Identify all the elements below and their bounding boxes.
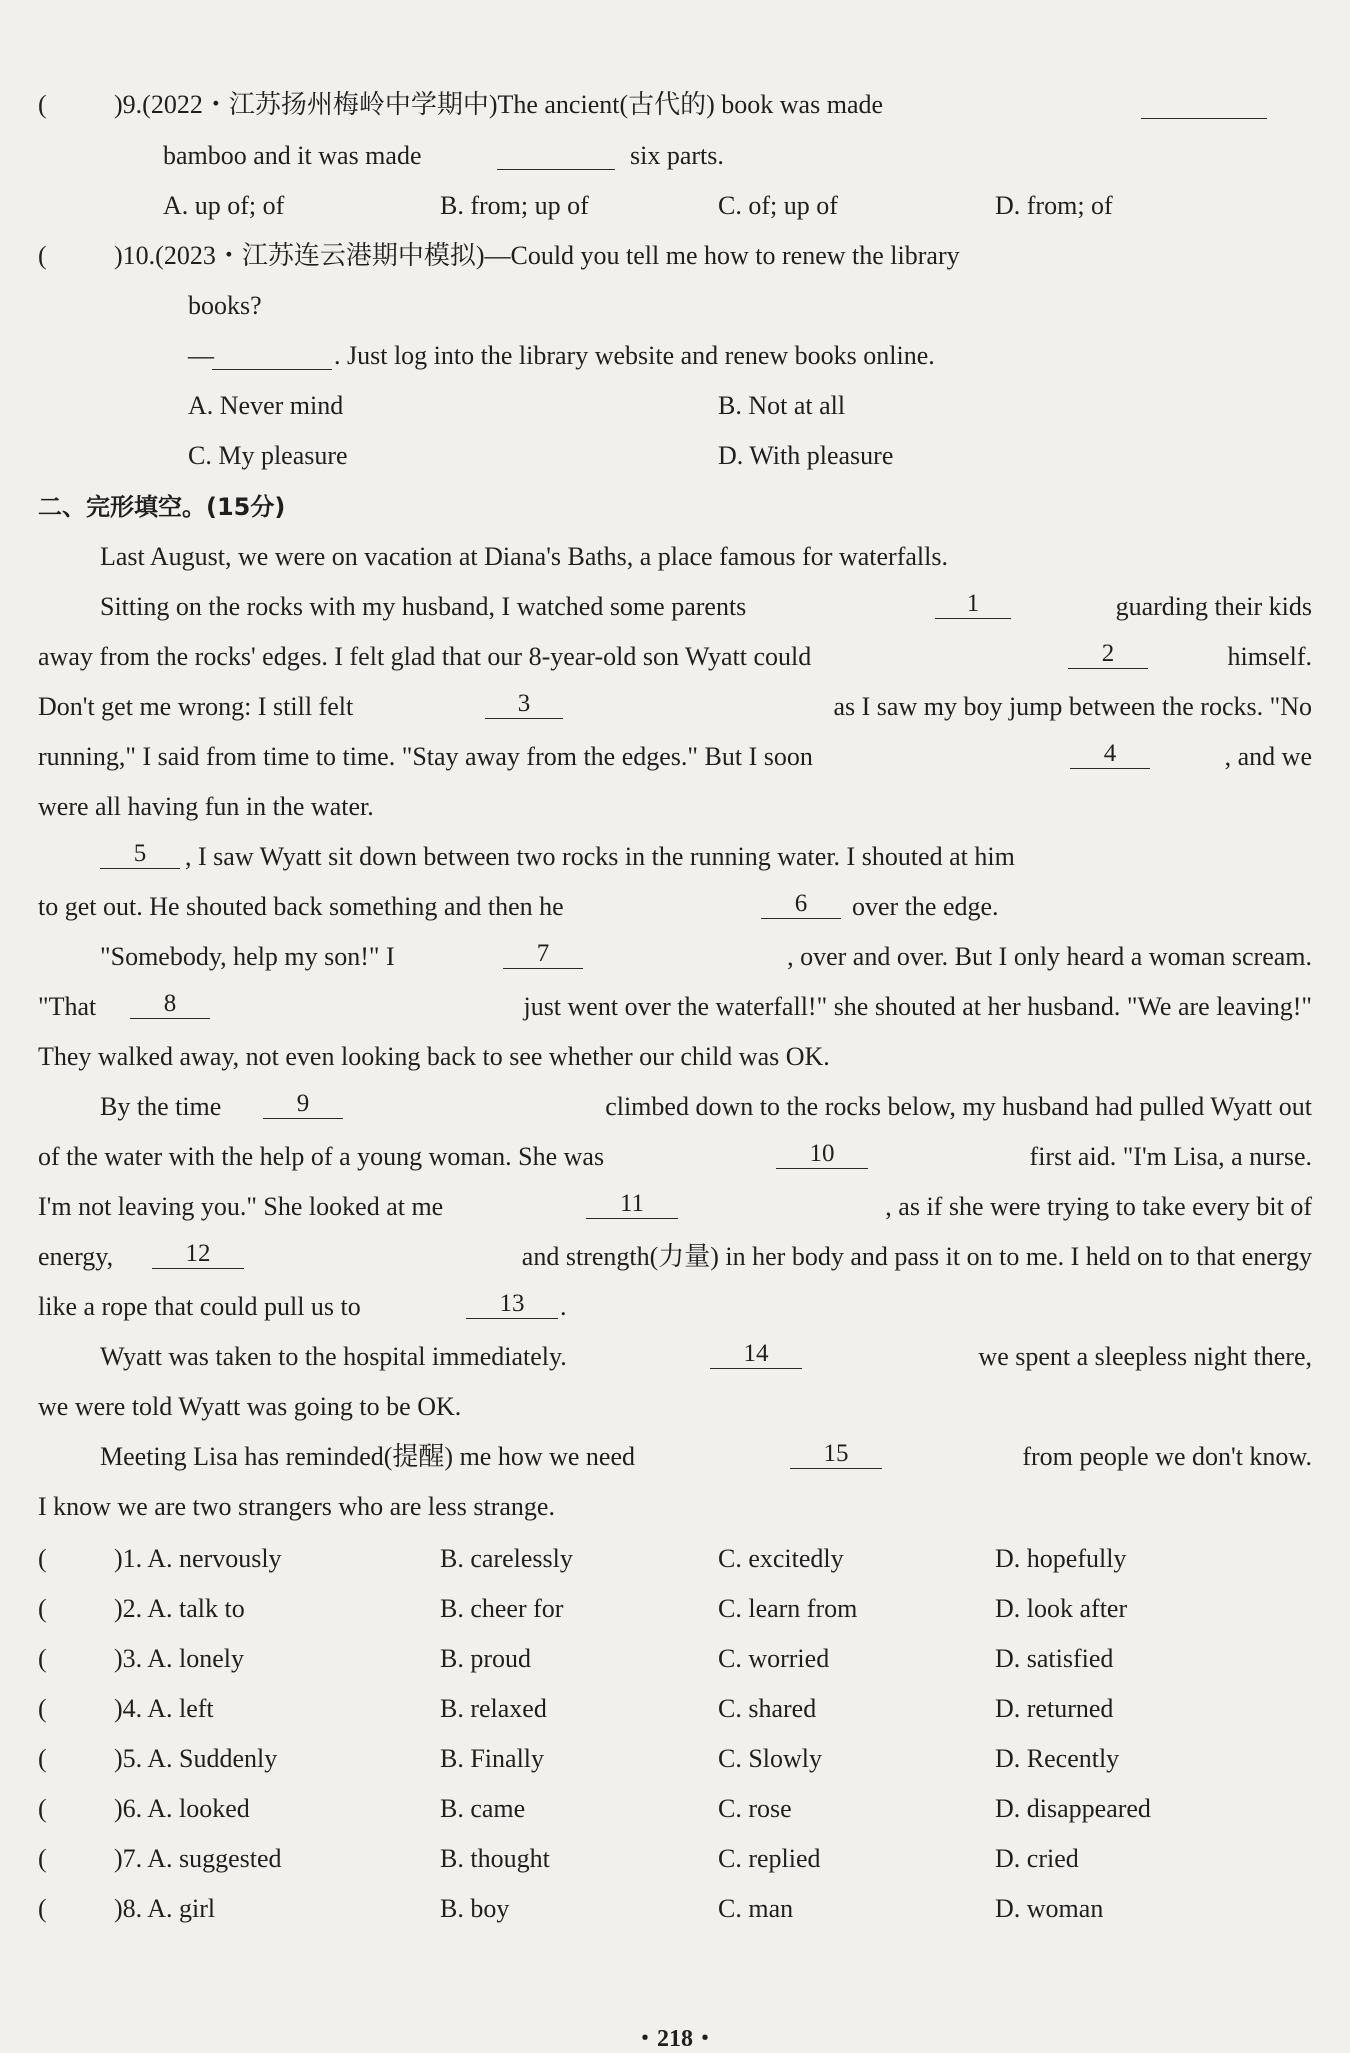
answer-blank: [1141, 90, 1267, 119]
cloze-blank: 9: [263, 1090, 343, 1119]
question-9-stem: )9.(2022・江苏扬州梅岭中学期中)The ancient(古代的) book was made: [114, 90, 884, 119]
option-d: D. from; of: [995, 191, 1113, 220]
cloze-blank: 1: [935, 590, 1011, 619]
cloze-blank: 6: [761, 890, 841, 919]
cloze-blank: 4: [1070, 740, 1150, 769]
section-2-title: 二、完形填空。(15分): [38, 493, 286, 521]
option-a: A. Never mind: [188, 391, 344, 420]
cloze-blank: 13: [466, 1290, 558, 1319]
cloze-blank: 10: [776, 1140, 868, 1169]
cloze-blank: 8: [130, 990, 210, 1019]
option-b: B. Not at all: [718, 391, 846, 420]
option-b: B. from; up of: [440, 191, 589, 220]
cloze-blank: 2: [1068, 640, 1148, 669]
option-d: D. With pleasure: [718, 441, 894, 470]
answer-blank: [212, 341, 332, 370]
page-number: ・218・: [633, 2026, 717, 2052]
worksheet-page: ( )9.(2022・江苏扬州梅岭中学期中)The ancient(古代的) book was made bamboo and it was made six parts. A. up of; of B. from; up of C. of; up of D. from; of ( )10.(2023・江苏连云港期中模拟)—Could you tell me how to renew the library books? — . Just log into the library website and renew books online. A. Never mind B. Not at all C. My pleasure D. With pleasure 二、完形填空。(15分) Last August, we were on vacation at Diana's Baths, a place famous for waterfalls. Sitting on the rocks with my husband, I watched some parents 1 guarding their kids away from the rocks' edges. I felt glad that our 8-year-old son Wyatt could 2 himself. Don't get me wrong: I still felt 3 as I saw my boy jump between the rocks. "No running," I said from time to time. "Stay away from the edges." But I soon 4 , and we were all having fun in the water. 5 , I saw Wyatt sit down between two rocks in the running water. I shouted at him to get out. He shouted back something and then he 6 over the edge. "Somebody, help my son!" I 7 , over and over. But I only heard a woman scream. "That 8 just went over the waterfall!" she shouted at her husband. "We are leaving!" They walked away, not even looking back to see whether our child was OK. By the time 9 climbed down to the rocks below, my husband had pulled Wyatt out of the water with the help of a young woman. She was 10 first aid. "I'm Lisa, a nurse. I'm not leaving you." She looked at me 11 , as if she were trying to take every bit of energy, 12 and strength(力量) in her body and pass it on to me. I held on to that energy like a rope that could pull us to 13 . Wyatt was taken to the hospital immediately. 14 we spent a sleepless night there, we were told Wyatt was going to be OK. Meeting Lisa has reminded(提醒) me how we need 15 from people we don't know. I know we are two strangers who are less strange. ( )1. A. nervously B. carelessly C. excitedly D. hopefully ( )2. A. talk to B. cheer for C. learn from D. look after ( )3. A. lonely B. proud C. worried D. satisfied ( )4. A. left B. relaxed C. shared D. returned ( )5. A. Suddenly B. Finally C. Slowly D. Recently ( )6. A. looked B. came C. rose D. disappeared ( )7. A. suggested B. thought C. replied D. cried ( )8. A. girl B. boy C. man D. woman ・218・: [0, 0, 1350, 2050]
cloze-blank: 5: [100, 840, 180, 869]
option-c: C. My pleasure: [188, 441, 348, 470]
cloze-blank: 11: [586, 1190, 678, 1219]
cloze-blank: 7: [503, 940, 583, 969]
option-c: C. of; up of: [718, 191, 838, 220]
cloze-blank: 12: [152, 1240, 244, 1269]
answer-blank: [497, 141, 615, 170]
question-10-stem: )10.(2023・江苏连云港期中模拟)—Could you tell me how to renew the library: [114, 241, 960, 270]
cloze-blank: 15: [790, 1440, 882, 1469]
option-a: A. up of; of: [163, 191, 285, 220]
cloze-blank: 3: [485, 690, 563, 719]
cloze-blank: 14: [710, 1340, 802, 1369]
